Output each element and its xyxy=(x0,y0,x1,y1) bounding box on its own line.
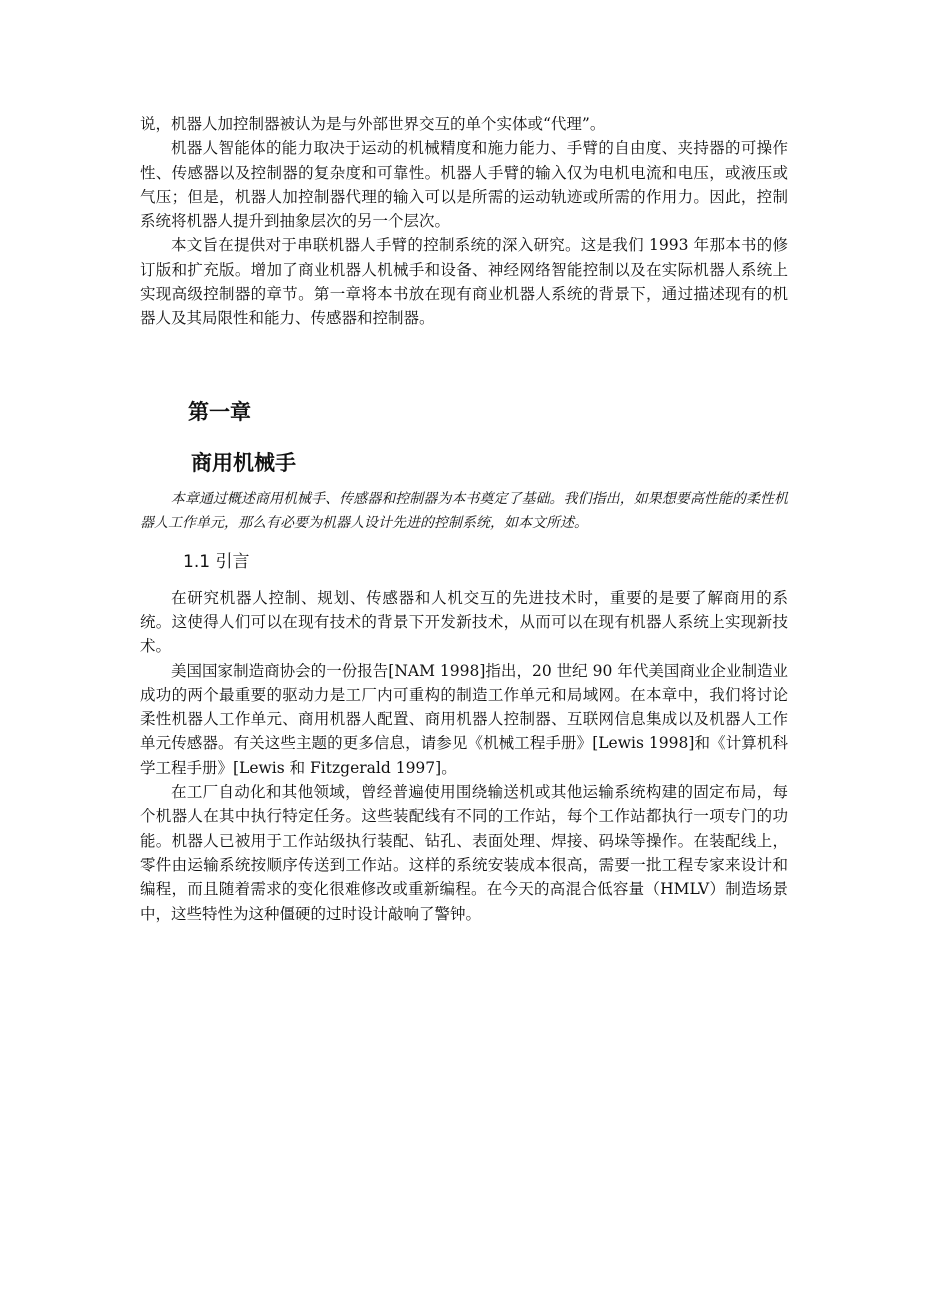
section-title: 1.1 引言 xyxy=(183,551,250,572)
paragraph-nam-report: 美国国家制造商协会的一份报告[NAM 1998]指出，20 世纪 90 年代美国商业企业制造业成功的两个最重要的驱动力是工厂内可重构的制造工作单元和局域网。在本章中，我们将讨论柔性机器人工作单元、商用机器人配置、商用机器人控制器、互联网信息集成以及机器人工作单元传感器。有关这些主题的更多信息，请参见《机械工程手册》[Lewis 1998]和《计算机科学工程手册》[Lewis 和 Fitzgerald 1997]。 xyxy=(140,661,788,777)
chapter-number: 第一章 xyxy=(188,399,251,424)
paragraph-factory-automation: 在工厂自动化和其他领域，曾经普遍使用围绕输送机或其他运输系统构建的固定布局，每个机器人在其中执行特定任务。这些装配线有不同的工作站，每个工作站都执行一项专门的功能。机器人已被用于工作站级执行装配、钻孔、表面处理、焊接、码垛等操作。在装配线上，零件由运输系统按顺序传送到工作站。这样的系统安装成本很高，需要一批工程专家来设计和编程，而且随着需求的变化很难修改或重新编程。在今天的高混合低容量（HMLV）制造场景中，这些特性为这种僵硬的过时设计敲响了警钟。 xyxy=(140,783,788,923)
chapter-title: 商用机械手 xyxy=(191,450,296,475)
paragraph-robot-agent-capability: 机器人智能体的能力取决于运动的机械精度和施力能力、手臂的自由度、夹持器的可操作性、传感器以及控制器的复杂度和可靠性。机器人手臂的输入仅为电机电流和电压，或液压或气压；但是，机器人加控制器代理的输入可以是所需的运动轨迹或所需的作用力。因此，控制系统将机器人提升到抽象层次的另一个层次。 xyxy=(140,139,788,231)
paragraph-continuation: 说，机器人加控制器被认为是与外部世界交互的单个实体或“代理”。 xyxy=(140,115,606,133)
chapter-abstract: 本章通过概述商用机械手、传感器和控制器为本书奠定了基础。我们指出，如果想要高性能的柔性机器人工作单元，那么有必要为机器人设计先进的控制系统，如本文所述。 xyxy=(140,490,788,531)
document-page xyxy=(140,112,788,926)
paragraph-intro: 在研究机器人控制、规划、传感器和人机交互的先进技术时，重要的是要了解商用的系统。这使得人们可以在现有技术的背景下开发新技术，从而可以在现有机器人系统上实现新技术。 xyxy=(140,588,788,656)
paragraph-book-purpose: 本文旨在提供对于串联机器人手臂的控制系统的深入研究。这是我们 1993 年那本书的修订版和扩充版。增加了商业机器人机械手和设备、神经网络智能控制以及在实际机器人系统上实现高级控制器的章节。第一章将本书放在现有商业机器人系统的背景下，通过描述现有的机器人及其局限性和能力、传感器和控制器。 xyxy=(140,236,788,328)
